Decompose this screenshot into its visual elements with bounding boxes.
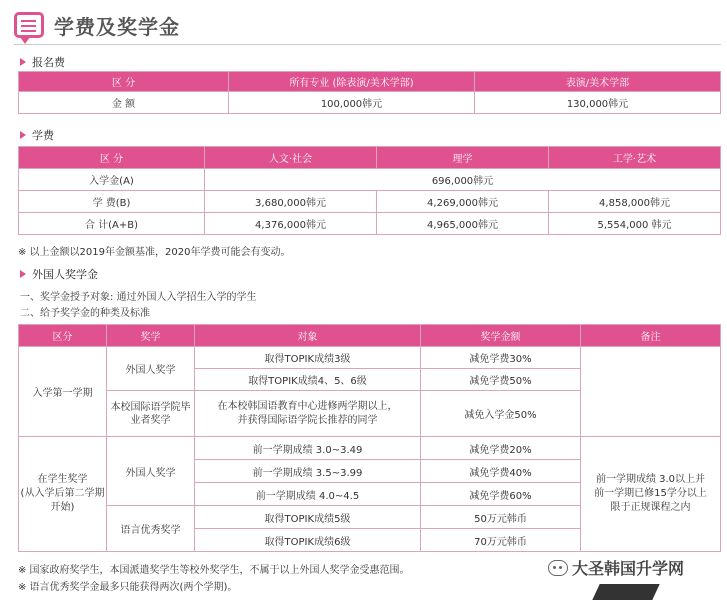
- table-cell: 696,000韩元: [205, 169, 721, 191]
- table-header: 人文·社会: [205, 147, 377, 169]
- table-cell: 取得TOPIK成绩6级: [195, 529, 421, 552]
- table-cell: 130,000韩元: [475, 92, 721, 114]
- table-cell: 4,376,000韩元: [205, 213, 377, 235]
- table-cell: 4,269,000韩元: [377, 191, 549, 213]
- graduation-cap-graphic: [592, 584, 659, 600]
- watermark-text: 大圣韩国升学网: [572, 559, 685, 578]
- section-title: 报名费: [32, 56, 65, 69]
- table-cell: 取得TOPIK成绩4、5、6级: [195, 369, 421, 391]
- page-header: [14, 8, 180, 42]
- speech-bubble-icon: [14, 12, 44, 38]
- table-cell: 在本校韩国语教育中心进修两学期以上， 并获得国际语学院长推荐的同学: [195, 391, 421, 437]
- row-label: 合 计(A+B): [19, 213, 205, 235]
- section-title: 外国人奖学金: [32, 268, 98, 281]
- scholarship-type-cell: 语言优秀奖学: [107, 506, 195, 552]
- table-cell: 70万元韩币: [421, 529, 581, 552]
- tuition-table: [18, 146, 721, 235]
- scholarship-target-text: 一、奖学金授予对象: 通过外国人入学招生入学的学生: [20, 292, 257, 303]
- triangle-bullet-icon: [20, 58, 26, 66]
- table-cell: 50万元韩币: [421, 506, 581, 529]
- table-row: [19, 169, 721, 191]
- title-divider: [14, 44, 721, 45]
- period-cell: 入学第一学期: [19, 347, 107, 437]
- scholarship-type-cell: 本校国际语学院毕业者奖学: [107, 391, 195, 437]
- row-label: 入学金(A): [19, 169, 205, 191]
- table-header-row: [19, 325, 721, 347]
- table-cell: 5,554,000 韩元: [549, 213, 721, 235]
- table-cell: 取得TOPIK成绩3级: [195, 347, 421, 369]
- table-header: 区 分: [19, 72, 229, 92]
- table-header: 区 分: [19, 147, 205, 169]
- table-header: 奖学: [107, 325, 195, 347]
- table-header: 理学: [377, 147, 549, 169]
- table-header: 对象: [195, 325, 421, 347]
- scholarship-note-1: ※ 国家政府奖学生，本国派遣奖学生等校外奖学生，不属于以上外国人奖学金受惠范围。: [18, 565, 410, 576]
- table-row: [19, 437, 721, 460]
- scholarship-note-2: ※ 语言优秀奖学金最多只能获得两次(两个学期)。: [18, 582, 238, 593]
- triangle-bullet-icon: [20, 270, 26, 278]
- table-header: 备注: [581, 325, 721, 347]
- table-row: [19, 191, 721, 213]
- table-cell: 减免学费50%: [421, 369, 581, 391]
- watermark: [548, 556, 684, 579]
- section-registration-heading: [20, 54, 65, 70]
- table-cell: 减免入学金50%: [421, 391, 581, 437]
- remark-cell: 前一学期成绩 3.0以上并 前一学期已修15学分以上 限于正规课程之内: [581, 437, 721, 552]
- scholarship-type-cell: 外国人奖学: [107, 437, 195, 506]
- table-cell: 减免学费30%: [421, 347, 581, 369]
- table-header: 区分: [19, 325, 107, 347]
- table-cell: 前一学期成绩 3.5~3.99: [195, 460, 421, 483]
- table-cell: 4,965,000韩元: [377, 213, 549, 235]
- table-cell: 取得TOPIK成绩5级: [195, 506, 421, 529]
- period-cell: 在学生奖学 (从入学后第二学期开始): [19, 437, 107, 552]
- table-header: 工学·艺术: [549, 147, 721, 169]
- table-header: 表演/美术学部: [475, 72, 721, 92]
- table-cell: 4,858,000韩元: [549, 191, 721, 213]
- tuition-note: ※ 以上金额以2019年金额基准，2020年学费可能会有变动。: [18, 247, 291, 258]
- table-cell: 前一学期成绩 3.0~3.49: [195, 437, 421, 460]
- triangle-bullet-icon: [20, 131, 26, 139]
- table-cell: 3,680,000韩元: [205, 191, 377, 213]
- section-title: 学费: [32, 129, 54, 142]
- table-cell: 减免学费40%: [421, 460, 581, 483]
- table-cell: 减免学费20%: [421, 437, 581, 460]
- table-header-row: [19, 72, 721, 92]
- table-header: 所有专业 (除表演/美术学部): [229, 72, 475, 92]
- scholarship-table: [18, 324, 721, 552]
- page-title: 学费及奖学金: [54, 14, 180, 39]
- table-cell: 100,000韩元: [229, 92, 475, 114]
- scholarship-type-cell: 外国人奖学: [107, 347, 195, 391]
- section-scholarship-heading: [20, 266, 98, 282]
- remark-cell: [581, 347, 721, 437]
- table-cell: 前一学期成绩 4.0~4.5: [195, 483, 421, 506]
- table-row: [19, 92, 721, 114]
- row-label: 金 额: [19, 92, 229, 114]
- table-cell: 减免学费60%: [421, 483, 581, 506]
- table-row: [19, 213, 721, 235]
- section-tuition-heading: [20, 127, 54, 143]
- row-label: 学 费(B): [19, 191, 205, 213]
- wechat-icon: [548, 560, 568, 576]
- registration-table: [18, 71, 721, 114]
- table-header-row: [19, 147, 721, 169]
- table-row: [19, 347, 721, 369]
- scholarship-criteria-text: 二、给予奖学金的种类及标准: [20, 308, 150, 319]
- table-header: 奖学金额: [421, 325, 581, 347]
